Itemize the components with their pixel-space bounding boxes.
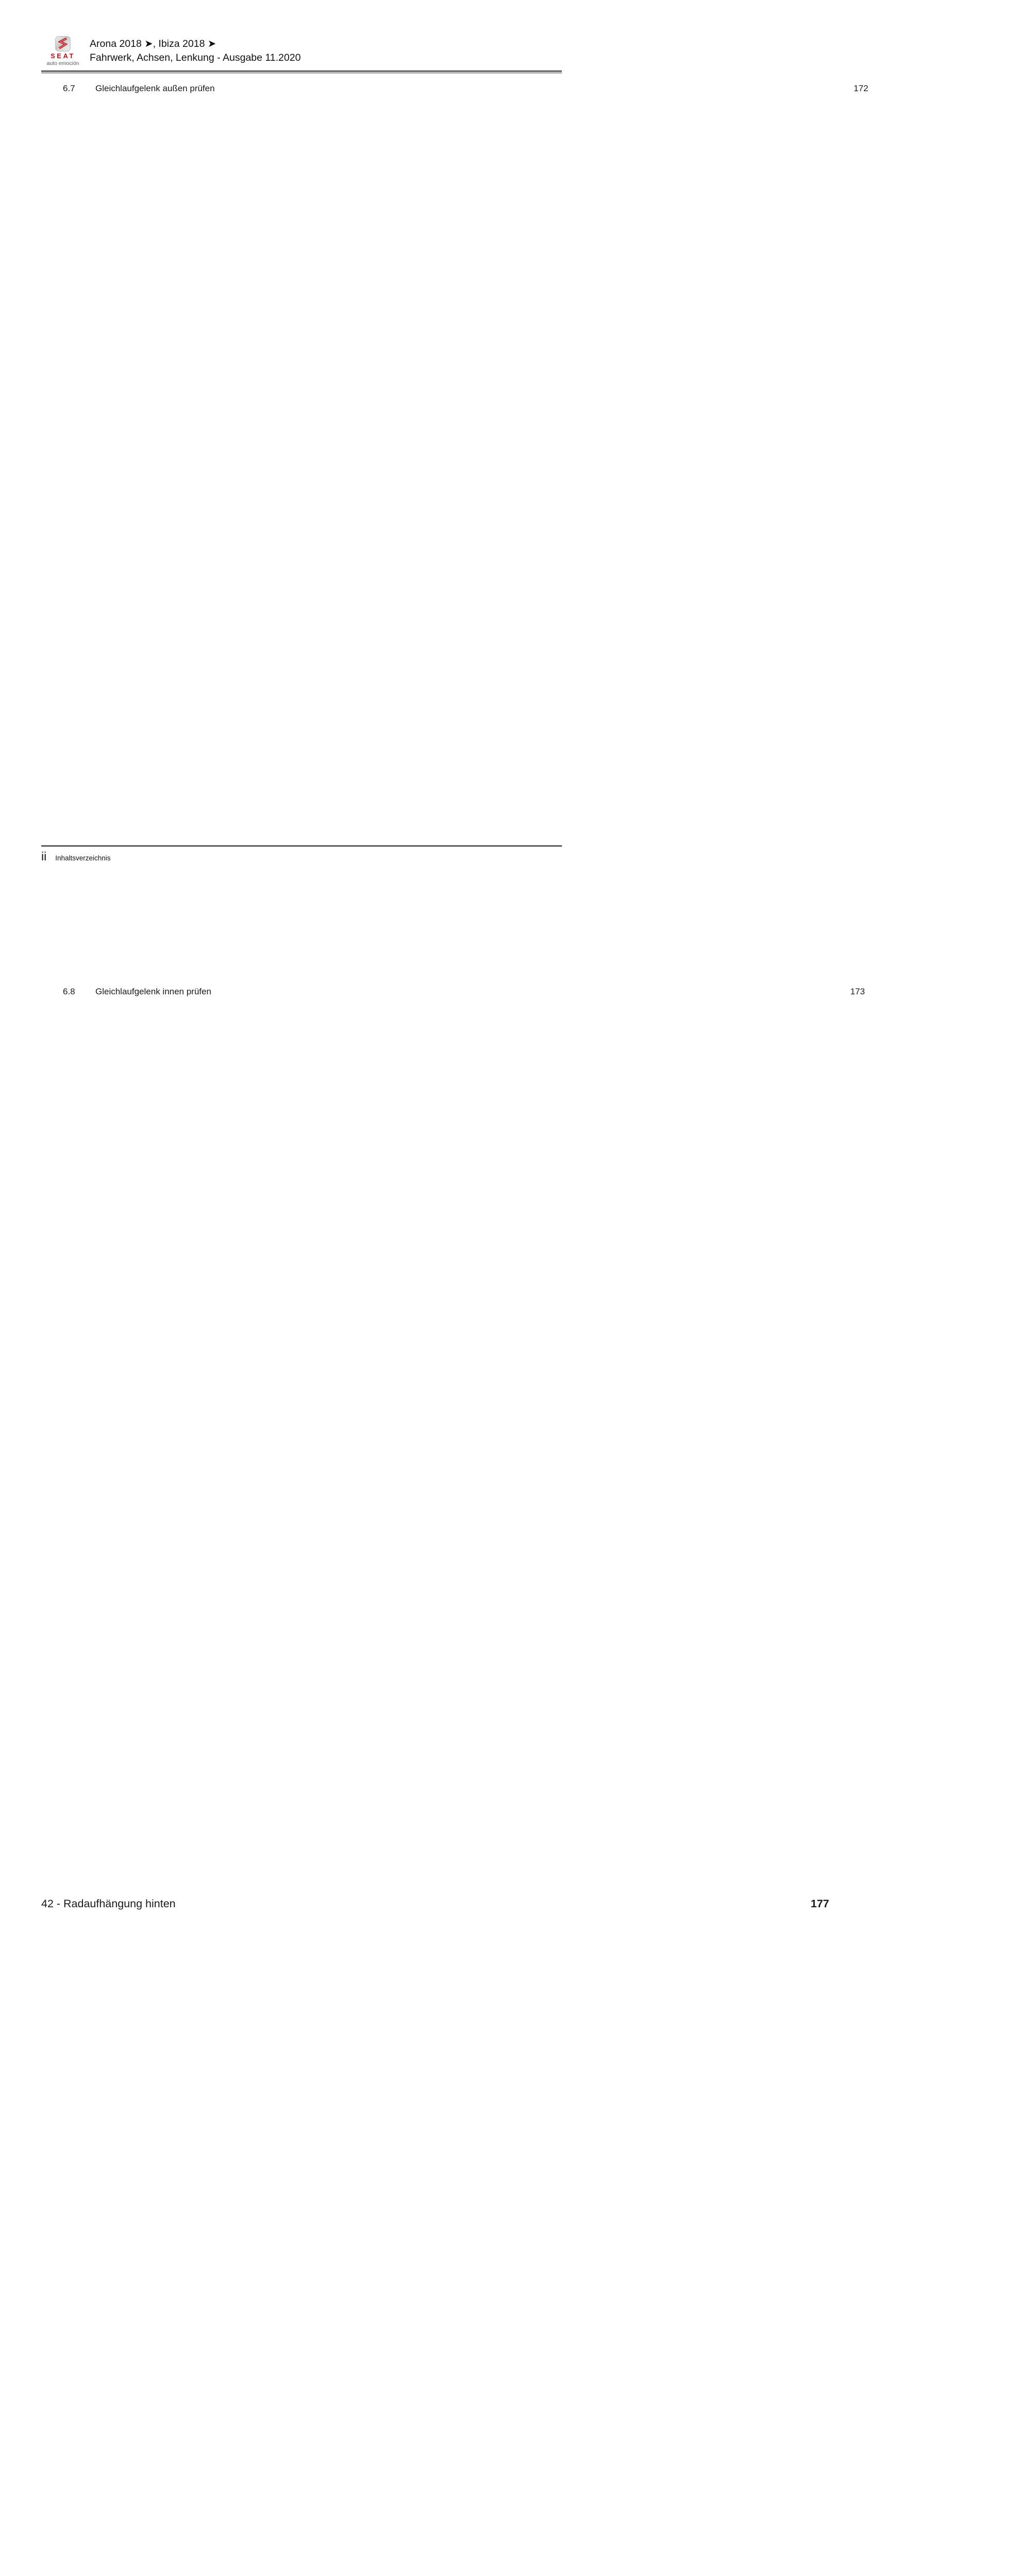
- seat-logo-icon: [55, 36, 71, 52]
- footer-divider-rule: [41, 845, 562, 846]
- seat-brand-logo: [43, 36, 82, 66]
- toc-entry-page: 173: [226, 986, 865, 1889]
- toc-entry-row[interactable]: [41, 986, 865, 1889]
- toc-chapter-row[interactable]: [41, 1897, 829, 2576]
- header-subject-line: Fahrwerk, Achsen, Lenkung - Ausgabe 11.2020: [90, 52, 301, 63]
- toc-entry-page: 172: [229, 82, 869, 986]
- toc-chapter-page: 177: [190, 1897, 829, 2576]
- header-divider-rule: [41, 71, 562, 73]
- page-header: [0, 0, 639, 66]
- toc-entry-title: Gleichlaufgelenk innen prüfen: [95, 987, 211, 996]
- seat-tagline: auto emoción: [46, 60, 79, 66]
- toc-entry-title: Gleichlaufgelenk außen prüfen: [95, 83, 215, 93]
- footer-section-label: Inhaltsverzeichnis: [55, 854, 111, 862]
- footer-page-number: ii: [41, 850, 47, 863]
- header-title-block: [90, 29, 301, 65]
- header-model-line: Arona 2018 ➤, Ibiza 2018 ➤: [90, 38, 216, 49]
- toc-entry-number: 6.7: [63, 83, 75, 93]
- page-footer: [41, 845, 562, 863]
- seat-logo-text: SEAT: [51, 52, 75, 60]
- toc-entry-number: 6.8: [63, 987, 75, 996]
- toc-chapter-title: 42 - Radaufhängung hinten: [41, 1897, 176, 1910]
- table-of-contents: [41, 82, 869, 2576]
